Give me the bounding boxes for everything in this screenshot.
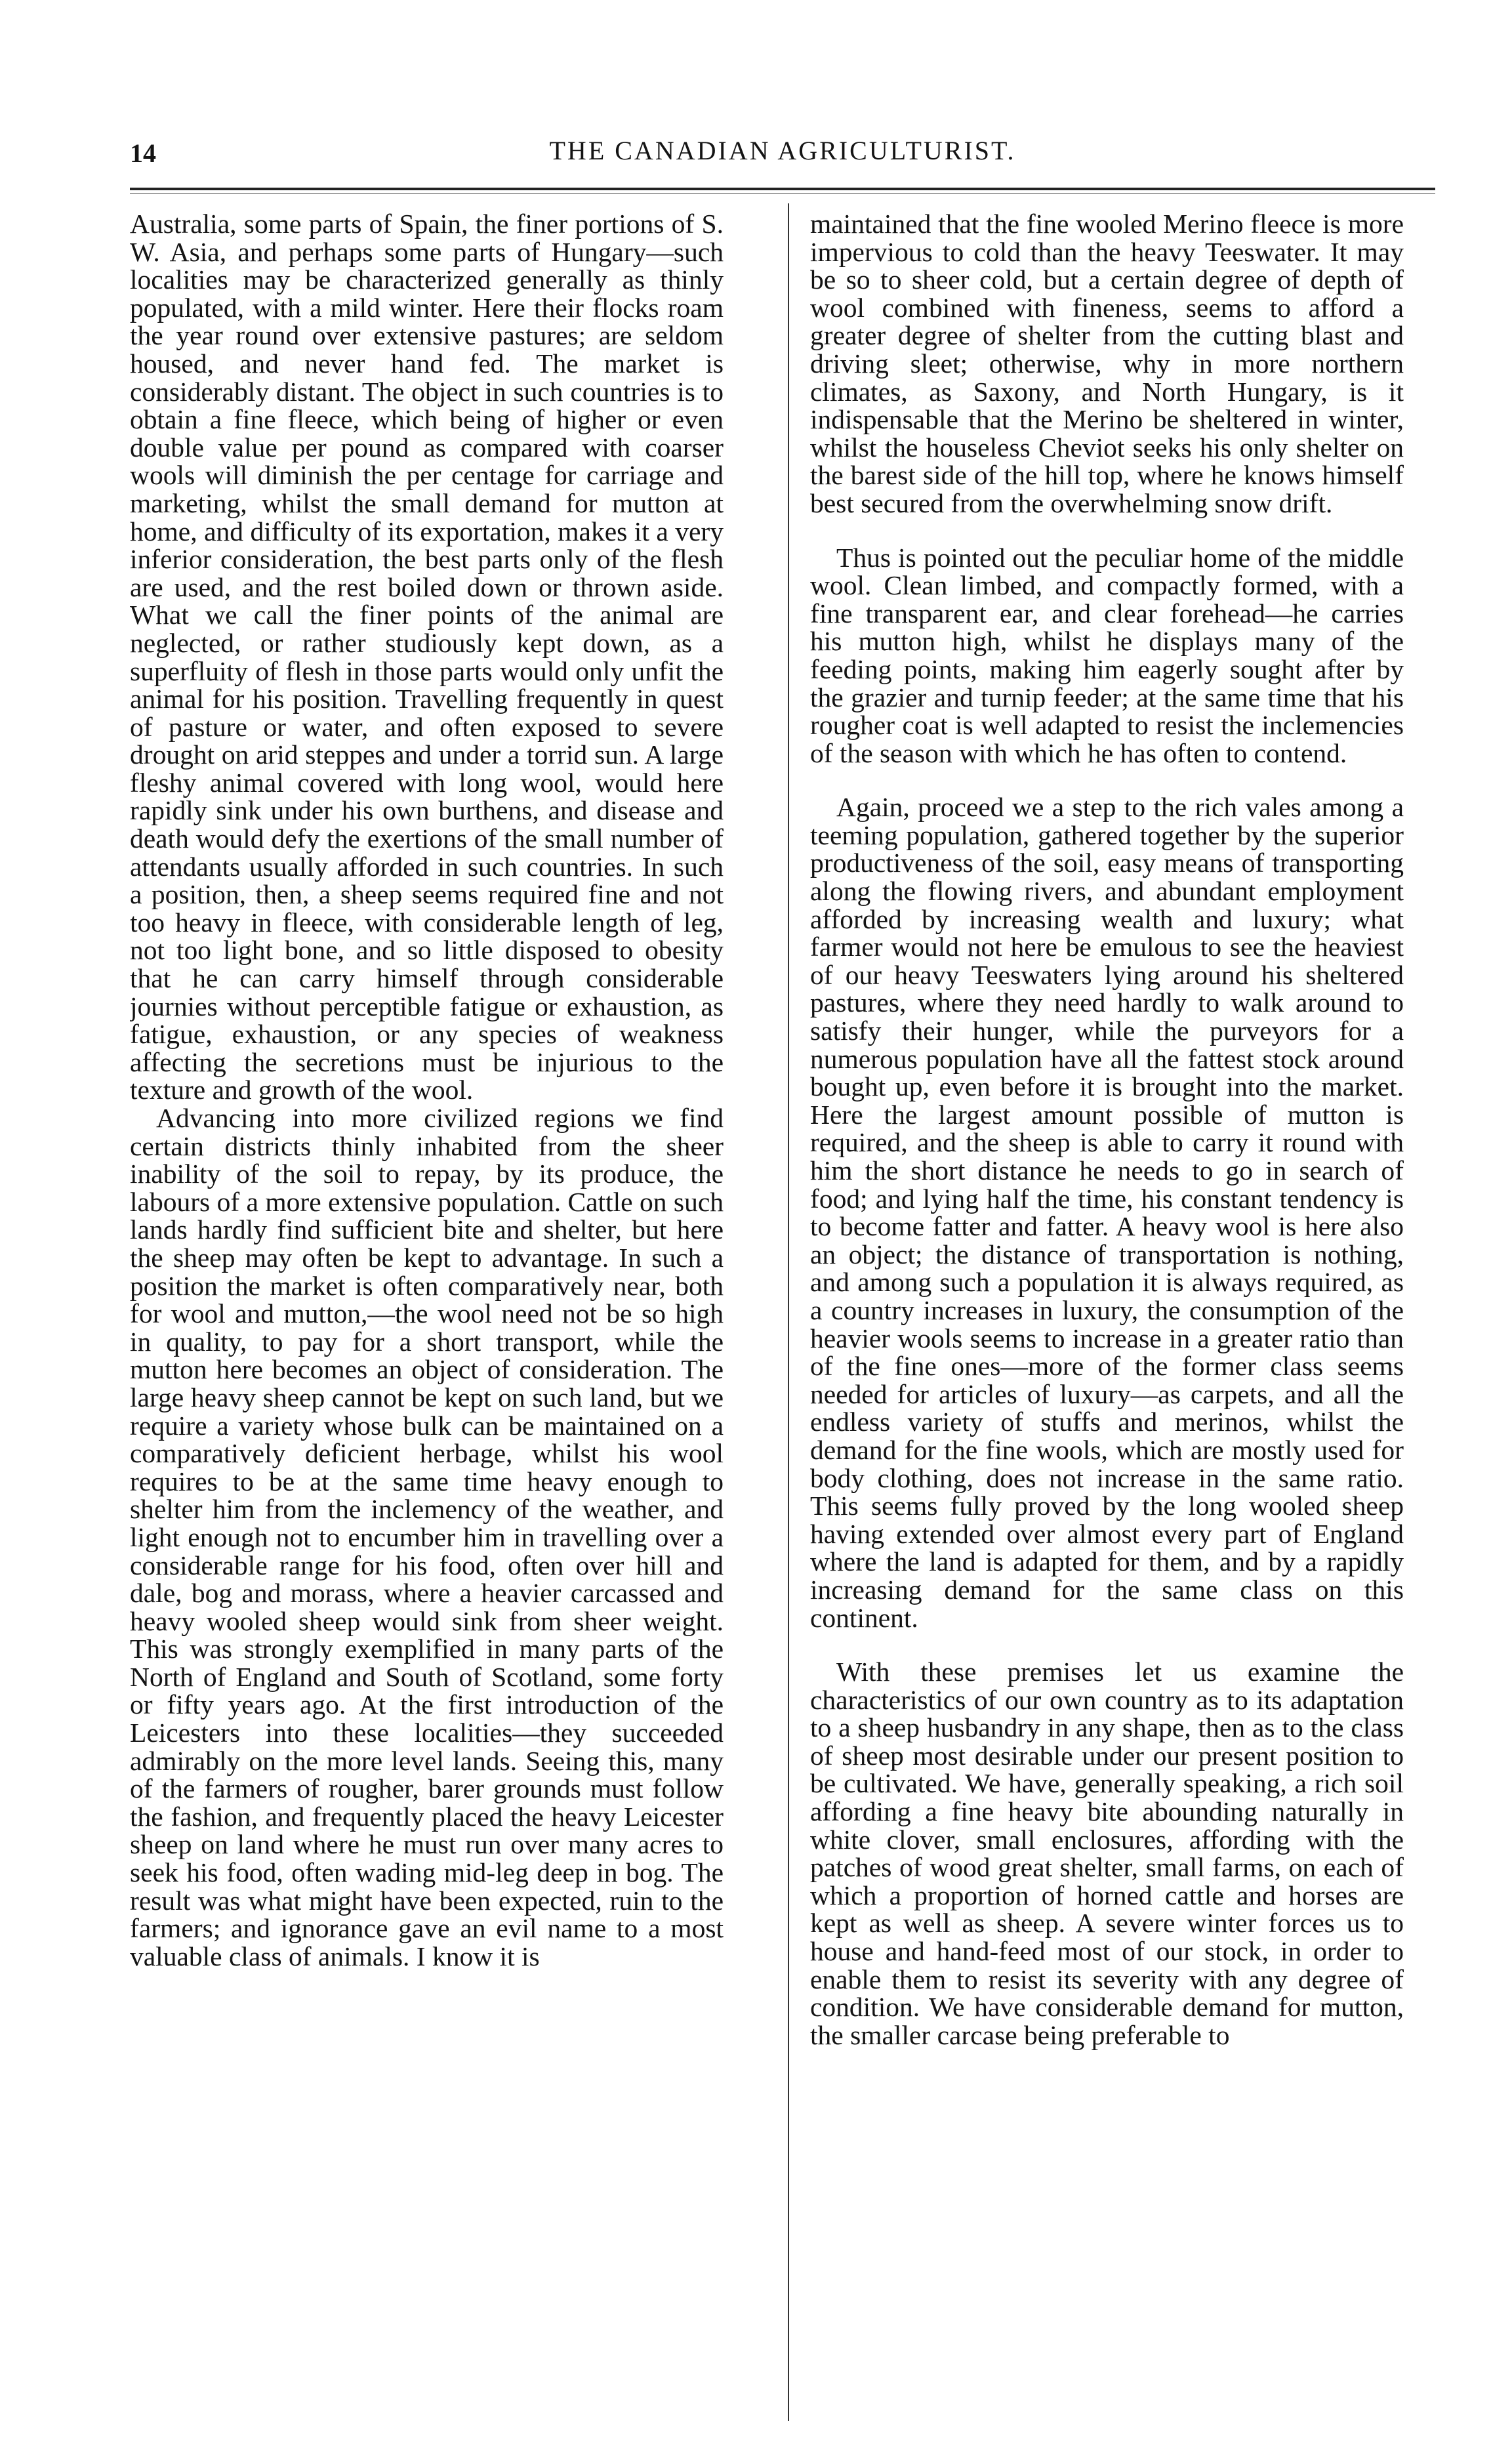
header-rule bbox=[130, 188, 1435, 190]
header-rule-thin bbox=[130, 193, 1435, 194]
column-divider bbox=[788, 203, 789, 2421]
paragraph: Australia, some parts of Spain, the finer portions of S. W. Asia, and perhaps some parts of Hungary—such localities may be characterized generally as thinly populated, with a mild winter. Here their flocks roam the year round over extensive pastures; are seldom housed, and never hand fed. The market is considerably distant. The object in such countries is to obtain a fine fleece, which being of higher or even double value per pound as compared with coarser wools will diminish the per centage for carriage and marketing, whilst the small demand for mutton at home, and difficulty of its exportation, makes it a very inferior consideration, the best parts only of the flesh are used, and the rest boiled down or thrown aside. What we call the finer points of the animal are neglected, or rather studiously kept down, as a superfluity of flesh in those parts would only unfit the animal for his position. Travelling frequently in quest of pasture or water, and often exposed to severe drought on arid steppes and under a torrid sun. A large fleshy animal covered with long wool, would here rapidly sink under his own burthens, and disease and death would defy the exertions of the small number of attendants usually afforded in such countries. In such a position, then, a sheep seems required fine and not too heavy in fleece, with considerable length of leg, not too light bone, and so little disposed to obesity that he can carry himself through considerable journies without perceptible fatigue or exhaustion, as fatigue, exhaustion, or any species of weakness affecting the secretions must be injurious to the texture and growth of the wool. bbox=[130, 210, 724, 1105]
paragraph: Advancing into more civilized regions we find certain districts thinly inhabited from the sheer inability of the soil to repay, by its produce, the labours of a more extensive population. Cattle on such lands hardly find sufficient bite and shelter, but here the sheep may often be kept to advantage. In such a position the market is often comparatively near, both for wool and mutton,—the wool need not be so high in quality, to pay for a short transport, while the mutton here becomes an object of consideration. The large heavy sheep cannot be kept on such land, but we require a variety whose bulk can be maintained on a comparatively deficient herbage, whilst his wool requires to be at the same time heavy enough to shelter him from the inclemency of the weather, and light enough not to encumber him in travelling over a considerable range for his food, often over hill and dale, bog and morass, where a heavier carcassed and heavy wooled sheep would sink from sheer weight. This was strongly exemplified in many parts of the North of England and South of Scotland, some forty or fifty years ago. At the first introduction of the Leicesters into these localities—they succeeded admirably on the more level lands. Seeing this, many of the farmers of rougher, barer grounds must follow the fashion, and frequently placed the heavy Leicester sheep on land where he must run over many acres to seek his food, often wading mid-leg deep in bog. The result was what might have been expected, ruin to the farmers; and ignorance gave an evil name to a most valuable class of animals. I know it is bbox=[130, 1103, 724, 1971]
page-header bbox=[130, 135, 1435, 175]
page-number: 14 bbox=[130, 138, 156, 168]
right-column bbox=[810, 210, 1404, 2427]
running-head: THE CANADIAN AGRICULTURIST. bbox=[549, 136, 1016, 165]
paragraph: Thus is pointed out the peculiar home of the middle wool. Clean limbed, and compactly formed, with a fine transparent ear, and clear forehead—he carries his mutton high, whilst he displays many of the feeding points, making him eagerly sought after by the grazier and turnip feeder; at the same time that his rougher coat is well adapted to resist the inclemencies of the season with which he has often to contend. bbox=[810, 542, 1404, 768]
left-column bbox=[130, 210, 724, 2427]
paragraph: maintained that the fine wooled Merino fleece is more impervious to cold than the heavy Teeswater. It may be so to sheer cold, but a certain degree of depth of wool combined with fineness, seems to afford a greater degree of shelter from the cutting blast and driving sleet; otherwise, why in more northern climates, as Saxony, and North Hungary, is it indispensable that the Merino be sheltered in winter, whilst the houseless Cheviot seeks his only shelter on the barest side of the hill top, where he knows himself best secured from the overwhelming snow drift. bbox=[810, 210, 1404, 518]
paragraph: Again, proceed we a step to the rich vales among a teeming population, gathered together by the superior productiveness of the soil, easy means of transporting along the flowing rivers, and abundant employment afforded by increasing wealth and luxury; what farmer would not here be emulous to see the heaviest of our heavy Teeswaters lying around his sheltered pastures, where they need hardly to walk around to satisfy their hunger, while the purveyors for a numerous population have all the fattest stock around bought up, even before it is brought into the market. Here the largest amount possible of mutton is required, and the sheep is able to carry it round with him the short distance he needs to go in search of food; and lying half the time, his constant tendency is to become fatter and fatter. A heavy wool is here also an object; the distance of transportation is nothing, and among such a population it is always required, as a country increases in luxury, the consumption of the heavier wools seems to increase in a greater ratio than of the fine ones—more of the former class seems needed for articles of luxury—as carpets, and all the endless variety of stuffs and merinos, whilst the demand for the fine wools, which are mostly used for body clothing, does not increase in the same ratio. This seems fully proved by the long wooled sheep having extended over almost every part of England where the land is adapted for them, and by a rapidly increasing demand for the same class on this continent. bbox=[810, 792, 1404, 1633]
paragraph: With these premises let us examine the characteristics of our own country as to its adaptation to a sheep husbandry in any shape, then as to the class of sheep most desirable under our present position to be cultivated. We have, generally speaking, a rich soil affording a fine heavy bite abounding naturally in white clover, small enclosures, affording with the patches of wood great shelter, small farms, on each of which a proportion of horned cattle and horses are kept as well as sheep. A severe winter forces us to house and hand-feed most of our stock, in order to enable them to resist its severity with any degree of condition. We have considerable demand for mutton, the smaller carcase being preferable to bbox=[810, 1657, 1404, 2050]
